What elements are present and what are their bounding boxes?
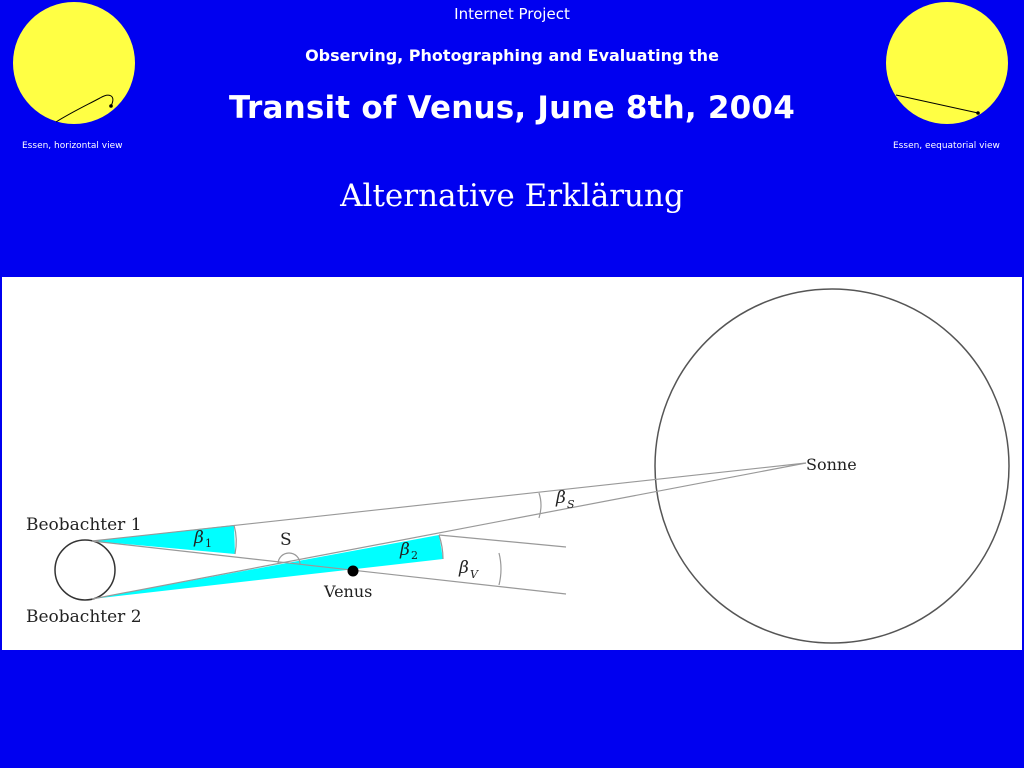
sun-horizontal-view xyxy=(12,0,138,134)
parallax-diagram xyxy=(2,277,1022,650)
betaV-arc xyxy=(499,553,501,585)
parallax-diagram-svg xyxy=(2,277,1022,650)
venus-dot xyxy=(348,566,359,577)
sun-equatorial-view xyxy=(886,0,1010,134)
sun-horizontal-icon xyxy=(12,0,138,130)
left-sun-caption: Essen, horizontal view xyxy=(22,141,123,151)
slide-title: Alternative Erklärung xyxy=(340,178,684,214)
svg-text:β: β xyxy=(556,488,566,508)
svg-text:2: 2 xyxy=(411,549,418,562)
project-subtitle: Observing, Photographing and Evaluating the xyxy=(305,46,719,65)
line-venus-ext xyxy=(439,535,566,547)
svg-text:V: V xyxy=(470,568,478,581)
svg-text:β: β xyxy=(459,558,469,578)
sun-label: Sonne xyxy=(806,455,857,474)
svg-text:β: β xyxy=(194,528,204,548)
project-title: Transit of Venus, June 8th, 2004 xyxy=(229,90,795,126)
project-label: Internet Project xyxy=(454,5,570,23)
earth-circle xyxy=(55,540,115,600)
observer2-label: Beobachter 2 xyxy=(26,607,142,627)
s-label: S xyxy=(280,530,292,550)
sun-equatorial-icon xyxy=(886,0,1010,130)
svg-text:1: 1 xyxy=(205,537,212,550)
betaS-label xyxy=(555,488,575,511)
betaV-label xyxy=(458,558,479,581)
right-sun-caption: Essen, eequatorial view xyxy=(893,141,1000,151)
svg-text:S: S xyxy=(567,498,575,511)
observer1-label: Beobachter 1 xyxy=(26,515,142,535)
venus-label: Venus xyxy=(324,582,373,601)
svg-text:β: β xyxy=(400,540,410,560)
